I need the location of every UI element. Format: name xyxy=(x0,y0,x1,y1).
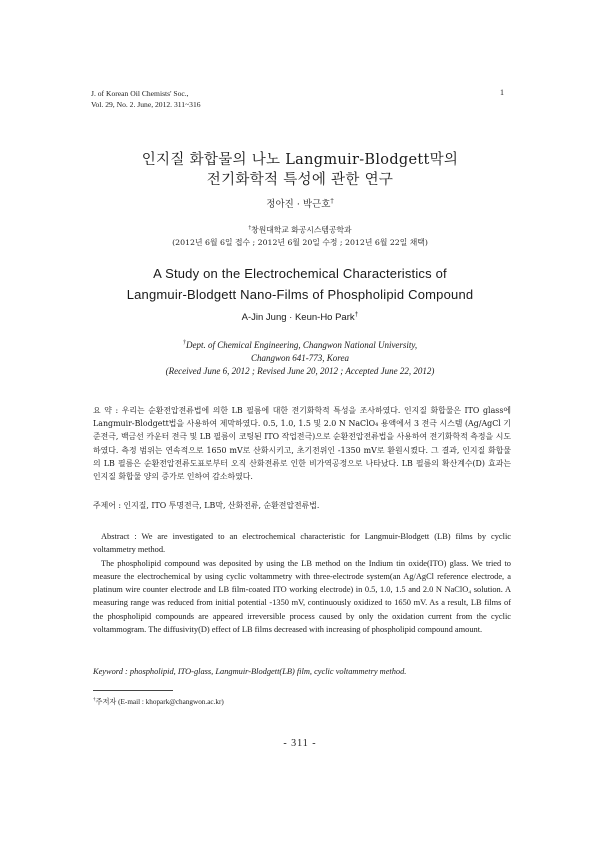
korean-keywords: 주제어 : 인지질, ITO 투명전극, LB막, 산화전류, 순환전압전류법. xyxy=(93,501,320,510)
korean-title-line2: 전기화학적 특성에 관한 연구 xyxy=(206,172,394,188)
korean-abstract: 요 약 : 우리는 순환전압전류법에 의한 LB 필름에 대한 전기화학적 특성을 조사하였다. 인지질 화합물은 ITO glass에 Langmuir-Blodgett법을 사용하여 제막하였다. 0.5, 1.0, 1.5 및 2.0 N NaClO₄ 용액에서 3 전극 시스템 (Ag/AgCl 기준전극, 백금선 카운터 전극 및 LB 필름이 코팅된 ITO 작업전극)으로 순환전압전류법을 사용하여 전기화학적 측정을 시도하였다. 측정 범위는 연속적으로 1650 mV로 산화시키고, 초기전위인 -1350 mV로 환원시켰다. 그 결과, 인지질 화합물의 LB 필름은 순환전압전류도표로부터 오직 산화전류로 인한 비가역공정으로 나타났다. LB 필름의 확산계수(D) 효과는 인지질 화합물 양의 증가로 인하여 감소하였다. xyxy=(93,406,511,482)
dagger-mark: † xyxy=(182,339,186,346)
english-title-line1: A Study on the Electrochemical Characteristics of xyxy=(153,266,447,281)
footnote-text: 주저자 (E-mail : khopark@changwon.ac.kr) xyxy=(95,698,224,706)
korean-author-names: 정아진 · 박근호 xyxy=(266,199,331,210)
dagger-mark: † xyxy=(93,697,96,703)
journal-name: J. of Korean Oil Chemists' Soc., xyxy=(91,89,189,98)
korean-affiliation xyxy=(60,222,540,249)
english-title xyxy=(60,263,540,305)
english-author-names: A-Jin Jung · Keun-Ho Park xyxy=(241,312,355,324)
english-address: Changwon 641-773, Korea xyxy=(251,353,349,363)
korean-title xyxy=(60,150,540,190)
korean-dates: (2012년 6월 6일 접수 ; 2012년 6월 20일 수정 ; 2012년 6월 22일 채택) xyxy=(172,237,428,247)
footnote xyxy=(93,697,224,707)
english-department: Dept. of Chemical Engineering, Changwon National University, xyxy=(185,340,418,350)
abstract-paragraph-1: Abstract : We are investigated to an electrochemical characteristic for Langmuir-Blodgett (LB) films by cyclic voltammetry method. xyxy=(93,532,511,555)
english-affiliation xyxy=(60,336,540,378)
korean-title-line1: 인지질 화합물의 나노 Langmuir-Blodgett막의 xyxy=(141,152,459,168)
english-dates: (Received June 6, 2012 ; Revised June 20, 2012 ; Accepted June 22, 2012) xyxy=(165,366,435,376)
korean-department: 창원대학교 화공시스템공학과 xyxy=(251,225,352,235)
korean-authors xyxy=(60,196,540,210)
footer-page-number: - 311 - xyxy=(283,738,317,749)
header-page-number: 1 xyxy=(500,88,504,97)
english-title-line2: Langmuir-Blodgett Nano-Films of Phospholipid Compound xyxy=(126,287,474,302)
abstract-paragraph-2: The phospholipid compound was deposited by using the LB method on the Indium tin oxide(ITO) glass. We tried to measure the electrochemical by using cyclic voltammetry with three-electrode system(an Ag/AgCl reference electrode, a platinum wire counter electrode and LB film-coated ITO working electrode) in 0.5, 1.0, 1.5 and 2.0 N NaClO₄ solution. A measuring range was reduced from initial potential -1350 mV, continuously oxidized to 1650 mV. As a result, LB films of the phospholipid compounds are appeared irreversible process caused by only the oxidation current from the cyclic voltammogram. The diffusivity(D) effect of LB films decreased with increasing of phospholipid compound amount. xyxy=(93,558,511,635)
footnote-divider xyxy=(93,690,173,691)
journal-citation xyxy=(91,88,201,110)
english-keywords: Keyword : phospholipid, ITO-glass, Langmuir-Blodgett(LB) film, cyclic voltammetry method. xyxy=(93,667,407,676)
dagger-mark: † xyxy=(354,311,359,318)
journal-volume: Vol. 29, No. 2. June, 2012. 311~316 xyxy=(91,100,201,109)
english-authors xyxy=(60,311,540,323)
dagger-mark: † xyxy=(248,225,252,231)
dagger-mark: † xyxy=(330,196,334,205)
english-abstract xyxy=(93,530,511,636)
